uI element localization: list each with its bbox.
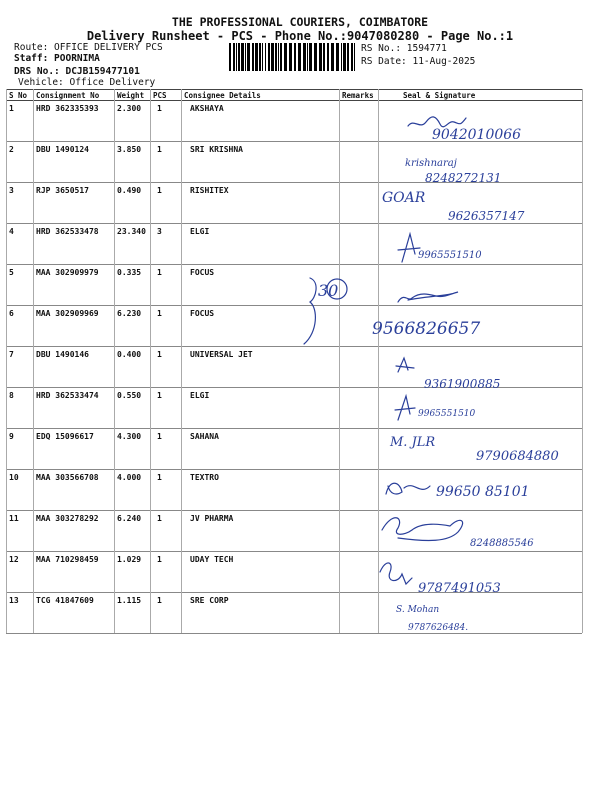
cell-consignee: SRE CORP xyxy=(190,596,229,605)
column-header: Weight xyxy=(117,91,145,100)
table-rule xyxy=(6,633,582,634)
cell-consignment: MAA 710298459 xyxy=(36,555,99,564)
cell-pcs: 1 xyxy=(157,391,162,400)
cell-weight: 0.550 xyxy=(117,391,142,400)
table-row xyxy=(6,182,582,223)
cell-sno: 7 xyxy=(9,350,14,359)
cell-consignee: UDAY TECH xyxy=(190,555,234,564)
cell-consignment: DBU 1490124 xyxy=(36,145,89,154)
cell-consignment: MAA 303566708 xyxy=(36,473,99,482)
cell-pcs: 1 xyxy=(157,596,162,605)
table-row xyxy=(6,469,582,510)
cell-consignment: MAA 302909969 xyxy=(36,309,99,318)
rs-number: RS No.: 1594771 xyxy=(361,43,447,54)
cell-consignment: HRD 362533474 xyxy=(36,391,99,400)
cell-sno: 8 xyxy=(9,391,14,400)
runsheet-subtitle: Delivery Runsheet - PCS - Phone No.:9047080280 - Page No.:1 xyxy=(86,29,514,43)
vehicle-label: Vehicle: Office Delivery xyxy=(18,77,156,88)
cell-pcs: 1 xyxy=(157,432,162,441)
column-header: PCS xyxy=(153,91,167,100)
table-rule xyxy=(6,89,582,90)
table-row xyxy=(6,346,582,387)
table-row xyxy=(6,592,582,633)
signature-name: krishnaraj xyxy=(405,158,457,169)
signature-phone: 9626357147 xyxy=(448,209,525,223)
cell-consignment: DBU 1490146 xyxy=(36,350,89,359)
cell-weight: 1.115 xyxy=(117,596,142,605)
table-row xyxy=(6,223,582,264)
cell-pcs: 1 xyxy=(157,473,162,482)
cell-sno: 10 xyxy=(9,473,19,482)
cell-consignment: MAA 302909979 xyxy=(36,268,99,277)
cell-consignee: AKSHAYA xyxy=(190,104,224,113)
signature-name: GOAR xyxy=(382,190,426,206)
signature-phone: 99650 85101 xyxy=(436,484,530,500)
table-row xyxy=(6,264,582,305)
cell-weight: 6.240 xyxy=(117,514,142,523)
drs-number: DRS No.: DCJB159477101 xyxy=(14,66,140,77)
cell-sno: 9 xyxy=(9,432,14,441)
signature-phone: 8248885546 xyxy=(470,538,534,549)
cell-sno: 5 xyxy=(9,268,14,277)
cell-sno: 4 xyxy=(9,227,14,236)
cell-weight: 2.300 xyxy=(117,104,142,113)
cell-sno: 12 xyxy=(9,555,19,564)
signature-name: M. JLR xyxy=(390,435,436,450)
signature-phone: 9566826657 xyxy=(372,319,481,339)
cell-consignee: ELGI xyxy=(190,391,210,400)
cell-consignment: RJP 3650517 xyxy=(36,186,89,195)
signature-phone: 9790684880 xyxy=(476,449,559,464)
signature-phone: 8248272131 xyxy=(425,171,502,185)
cell-consignee: UNIVERSAL JET xyxy=(190,350,253,359)
cell-pcs: 1 xyxy=(157,145,162,154)
company-title: THE PROFESSIONAL COURIERS, COIMBATORE xyxy=(171,15,429,29)
margin-note: 30 xyxy=(318,281,339,300)
cell-pcs: 1 xyxy=(157,309,162,318)
cell-pcs: 1 xyxy=(157,186,162,195)
cell-consignee: SRI KRISHNA xyxy=(190,145,243,154)
table-row xyxy=(6,428,582,469)
column-header: Remarks xyxy=(342,91,374,100)
table-row xyxy=(6,387,582,428)
cell-pcs: 3 xyxy=(157,227,162,236)
cell-consignment: TCG 41847609 xyxy=(36,596,94,605)
barcode-graphic xyxy=(229,43,355,71)
table-row xyxy=(6,100,582,141)
table-row xyxy=(6,510,582,551)
signature-phone: 9787626484. xyxy=(408,623,469,633)
cell-pcs: 1 xyxy=(157,555,162,564)
cell-weight: 4.300 xyxy=(117,432,142,441)
cell-weight: 3.850 xyxy=(117,145,142,154)
cell-pcs: 1 xyxy=(157,350,162,359)
cell-consignee: FOCUS xyxy=(190,309,215,318)
signature-phone: 9965551510 xyxy=(418,409,476,419)
cell-consignment: EDQ 15096617 xyxy=(36,432,94,441)
column-header: S No xyxy=(9,91,28,100)
table-row xyxy=(6,141,582,182)
cell-weight: 6.230 xyxy=(117,309,142,318)
rs-date: RS Date: 11-Aug-2025 xyxy=(361,56,476,67)
cell-pcs: 1 xyxy=(157,104,162,113)
column-header: Consignment No xyxy=(36,91,100,100)
cell-consignment: HRD 362335393 xyxy=(36,104,99,113)
cell-weight: 23.340 xyxy=(117,227,146,236)
column-header: Consignee Details xyxy=(184,91,261,100)
cell-weight: 1.029 xyxy=(117,555,142,564)
signature-name: S. Mohan xyxy=(396,605,440,615)
cell-consignee: SAHANA xyxy=(190,432,219,441)
cell-sno: 3 xyxy=(9,186,14,195)
cell-weight: 4.000 xyxy=(117,473,142,482)
column-rule xyxy=(582,89,583,633)
table-row xyxy=(6,305,582,346)
column-header: Seal & Signature xyxy=(403,91,476,100)
cell-consignee: JV PHARMA xyxy=(190,514,234,523)
cell-consignee: FOCUS xyxy=(190,268,215,277)
route-label: Route: OFFICE DELIVERY PCS xyxy=(14,42,163,53)
cell-sno: 13 xyxy=(9,596,19,605)
cell-sno: 1 xyxy=(9,104,14,113)
signature-phone: 9361900885 xyxy=(424,377,501,391)
cell-consignee: TEXTRO xyxy=(190,473,219,482)
cell-sno: 2 xyxy=(9,145,14,154)
cell-sno: 6 xyxy=(9,309,14,318)
cell-weight: 0.490 xyxy=(117,186,142,195)
staff-label: Staff: POORNIMA xyxy=(14,53,100,64)
cell-consignee: RISHITEX xyxy=(190,186,229,195)
cell-weight: 0.335 xyxy=(117,268,142,277)
cell-weight: 0.400 xyxy=(117,350,142,359)
cell-consignment: HRD 362533478 xyxy=(36,227,99,236)
cell-sno: 11 xyxy=(9,514,19,523)
runsheet-table xyxy=(6,89,582,633)
table-row xyxy=(6,551,582,592)
cell-pcs: 1 xyxy=(157,268,162,277)
cell-consignment: MAA 303278292 xyxy=(36,514,99,523)
cell-pcs: 1 xyxy=(157,514,162,523)
signature-phone: 9787491053 xyxy=(418,581,501,596)
signature-phone: 9965551510 xyxy=(418,250,482,261)
signature-phone: 9042010066 xyxy=(432,127,522,143)
cell-consignee: ELGI xyxy=(190,227,210,236)
